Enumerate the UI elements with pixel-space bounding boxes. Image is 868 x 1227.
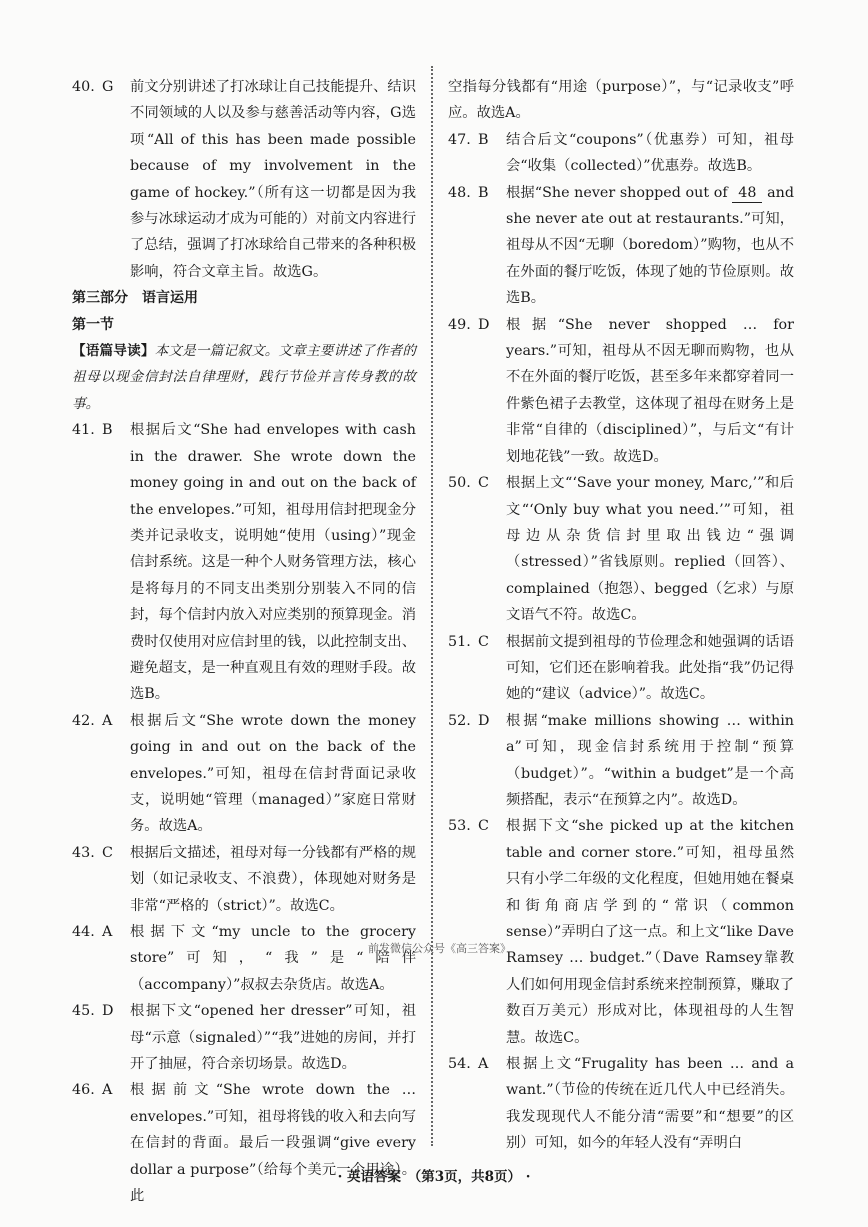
- question-number: 50.: [448, 475, 471, 492]
- question-number: 41.: [72, 422, 95, 439]
- answer-letter: D: [478, 712, 490, 729]
- question-number: 48.: [448, 184, 471, 201]
- explanation-text: 根据后文描述，祖母对每一分钱都有严格的规划（如记录收支、不浪费），体现她对财务是非常“严格的（strict）”。故选C。: [130, 844, 416, 914]
- answer-letter: G: [102, 79, 114, 95]
- explanation-text: 根据下文“opened her dresser”可知，祖母“示意（signaled）”“我”进她的房间，并打开了抽屉，符合亲切场景。故选D。: [130, 1003, 416, 1073]
- answer-item-54: [448, 1051, 794, 1157]
- explanation-text: 根据前文提到祖母的节俭理念和她强调的话语可知，它们还在影响着我。此处指“我”仍记得她的“建议（advice）”。故选C。: [506, 633, 794, 703]
- question-number: 44.: [72, 924, 95, 940]
- answer-item-47: [448, 127, 794, 180]
- blank-number: 48: [732, 184, 762, 203]
- watermark: 前发微信公众号《高三答案》: [368, 942, 511, 955]
- answer-item-46: [72, 1077, 416, 1209]
- intro-text: 本文是一篇记叙文。文章主要讲述了作者的祖母以现金信封法自律理财，践行节俭并言传身教的故事。: [72, 343, 417, 412]
- answer-item-41: [72, 417, 416, 707]
- explanation-text: 前文分别讲述了打冰球让自己技能提升、结识不同领域的人以及参与慈善活动等内容，G选项“All of this has been made possible because of my involvement in the game of hockey.”（所有这一切都是因为我参与冰球运动才成为可能的）对前文内容进行了总结，强调了打冰球给自己带来的各种积极影响，符合文章主旨。故选G。: [130, 79, 416, 280]
- text-before-blank: 根据“She never shopped out of: [506, 184, 728, 201]
- answer-letter: C: [478, 633, 489, 650]
- question-number: 47.: [448, 131, 471, 148]
- answer-letter: B: [102, 422, 113, 439]
- answer-item-49: [448, 312, 794, 470]
- answer-item-42: [72, 708, 416, 840]
- explanation-text: 根据下文“she picked up at the kitchen table and corner store.”可知，祖母虽然只有小学二年级的文化程度，但她用她在餐桌和街角商店学到的“常识（common sense）”弄明白了这一点。和上文“like Dave Ramsey … budget.”（Dave Ramsey靠教人们如何用现金信封系统来控制预算，赚取了数百万美元）形成对比，体现祖母的人生智慧。故选C。: [506, 818, 794, 1046]
- question-number: 46.: [72, 1082, 95, 1099]
- answer-item-40: [72, 74, 416, 285]
- question-number: 42.: [72, 712, 95, 729]
- explanation-text: 根据下文“my uncle to the grocery store”可知，“我”是“陪伴（accompany）”叔叔去杂货店。故选A。: [130, 924, 416, 993]
- question-number: 45.: [72, 1003, 95, 1020]
- answer-letter: A: [478, 1056, 489, 1073]
- question-number: 52.: [448, 712, 471, 729]
- question-number: 51.: [448, 633, 471, 650]
- answer-item-44: [72, 919, 416, 998]
- answer-letter: B: [478, 131, 489, 148]
- answer-letter: C: [102, 844, 113, 861]
- passage-intro: [72, 338, 416, 417]
- question-number: 49.: [448, 316, 471, 333]
- answer-letter: A: [102, 1082, 113, 1099]
- explanation-text: 根据“make millions showing … within a”可知，现金信封系统用于控制“预算（budget）”。“within a budget”是一个高频搭配，表示“在预算之内”。故选D。: [506, 712, 794, 808]
- answer-letter: A: [102, 712, 113, 729]
- column-divider: [431, 66, 433, 1146]
- section-title: 第三部分 语言运用: [72, 290, 198, 307]
- answer-item-50: [448, 470, 794, 628]
- explanation-text: 根据前文“She wrote down the … envelopes.”可知，祖母将钱的收入和去向写在信封的背面。最后一段强调“give every dollar a purpose”（给每个美元一个用途）。此: [130, 1082, 416, 1205]
- answer-letter: C: [478, 818, 489, 835]
- answer-item-51: [448, 629, 794, 708]
- explanation-text: [506, 180, 794, 312]
- explanation-text: 根据上文“‘Save your money, Marc,’”和后文“‘Only buy what you need.’”可知，祖母边从杂货信封里取出钱边“强调（stressed）”省钱原则。replied（回答）、complained（抱怨）、begged（乞求）与原文语气不符。故选C。: [506, 475, 794, 624]
- question-number: 43.: [72, 844, 95, 861]
- answer-letter: D: [478, 316, 490, 333]
- answer-item-43: [72, 840, 416, 919]
- explanation-text: 根据后文“She wrote down the money going in and out on the back of the envelopes.”可知，祖母在信封背面记录收支，说明她“管理（managed）”家庭日常财务。故选A。: [130, 712, 416, 835]
- answer-letter: D: [102, 1003, 114, 1020]
- answer-letter: B: [478, 184, 489, 201]
- explanation-text: 根据后文“She had envelopes with cash in the drawer. She wrote down the money going in and out on the back of the envelopes.”可知，祖母用信封把现金分类并记录收支，说明她“使用（using）”现金信封系统。这是一种个人财务管理方法，核心是将每月的不同支出类别分别装入不同的信封，每个信封内放入对应类别的预算现金。消费时仅使用对应信封里的钱，以此控制支出、避免超支，是一种直观且有效的理财手段。故选B。: [130, 422, 416, 703]
- answer-item-52: [448, 708, 794, 814]
- answer-46-continuation: 空指每分钱都有“用途（purpose）”，与“记录收支”呼应。故选A。: [448, 79, 794, 122]
- left-column: [72, 74, 416, 1209]
- answer-letter: A: [102, 924, 113, 940]
- text-after-blank: and she never ate out at restaurants.”可知，祖母从不因“无聊（boredom）”购物，也从不在外面的餐厅吃饭，体现了她的节俭原则。故选B。: [506, 184, 795, 307]
- explanation-text: 结合后文“coupons”（优惠券）可知，祖母会“收集（collected）”优惠券。故选B。: [506, 131, 794, 175]
- intro-label: 【语篇导读】: [72, 343, 155, 360]
- explanation-text: 根据“She never shopped … for years.”可知，祖母从不因无聊而购物，也从不在外面的餐厅吃饭，甚至多年来都穿着同一件紫色裙子去教堂，这体现了祖母在财务上是非常“自律的（disciplined）”，与后文“有计划地花钱”一致。故选D。: [506, 316, 794, 465]
- question-number: 53.: [448, 818, 471, 835]
- answer-item-48: [448, 180, 794, 312]
- answer-item-45: [72, 998, 416, 1077]
- explanation-text: 根据上文“Frugality has been … and a want.”（节俭的传统在近几代人中已经消失。我发现现代人不能分清“需要”和“想要”的区别）可知，如今的年轻人没有“弄明白: [506, 1056, 794, 1152]
- answer-letter: C: [478, 475, 489, 492]
- answer-item-53: [448, 813, 794, 1051]
- question-number: 40.: [72, 79, 95, 95]
- right-column: [448, 74, 794, 1157]
- question-number: 54.: [448, 1056, 471, 1073]
- subsection-title: 第一节: [72, 316, 114, 333]
- page-footer: · 英语答案 （第3页，共8页） ·: [337, 1169, 531, 1185]
